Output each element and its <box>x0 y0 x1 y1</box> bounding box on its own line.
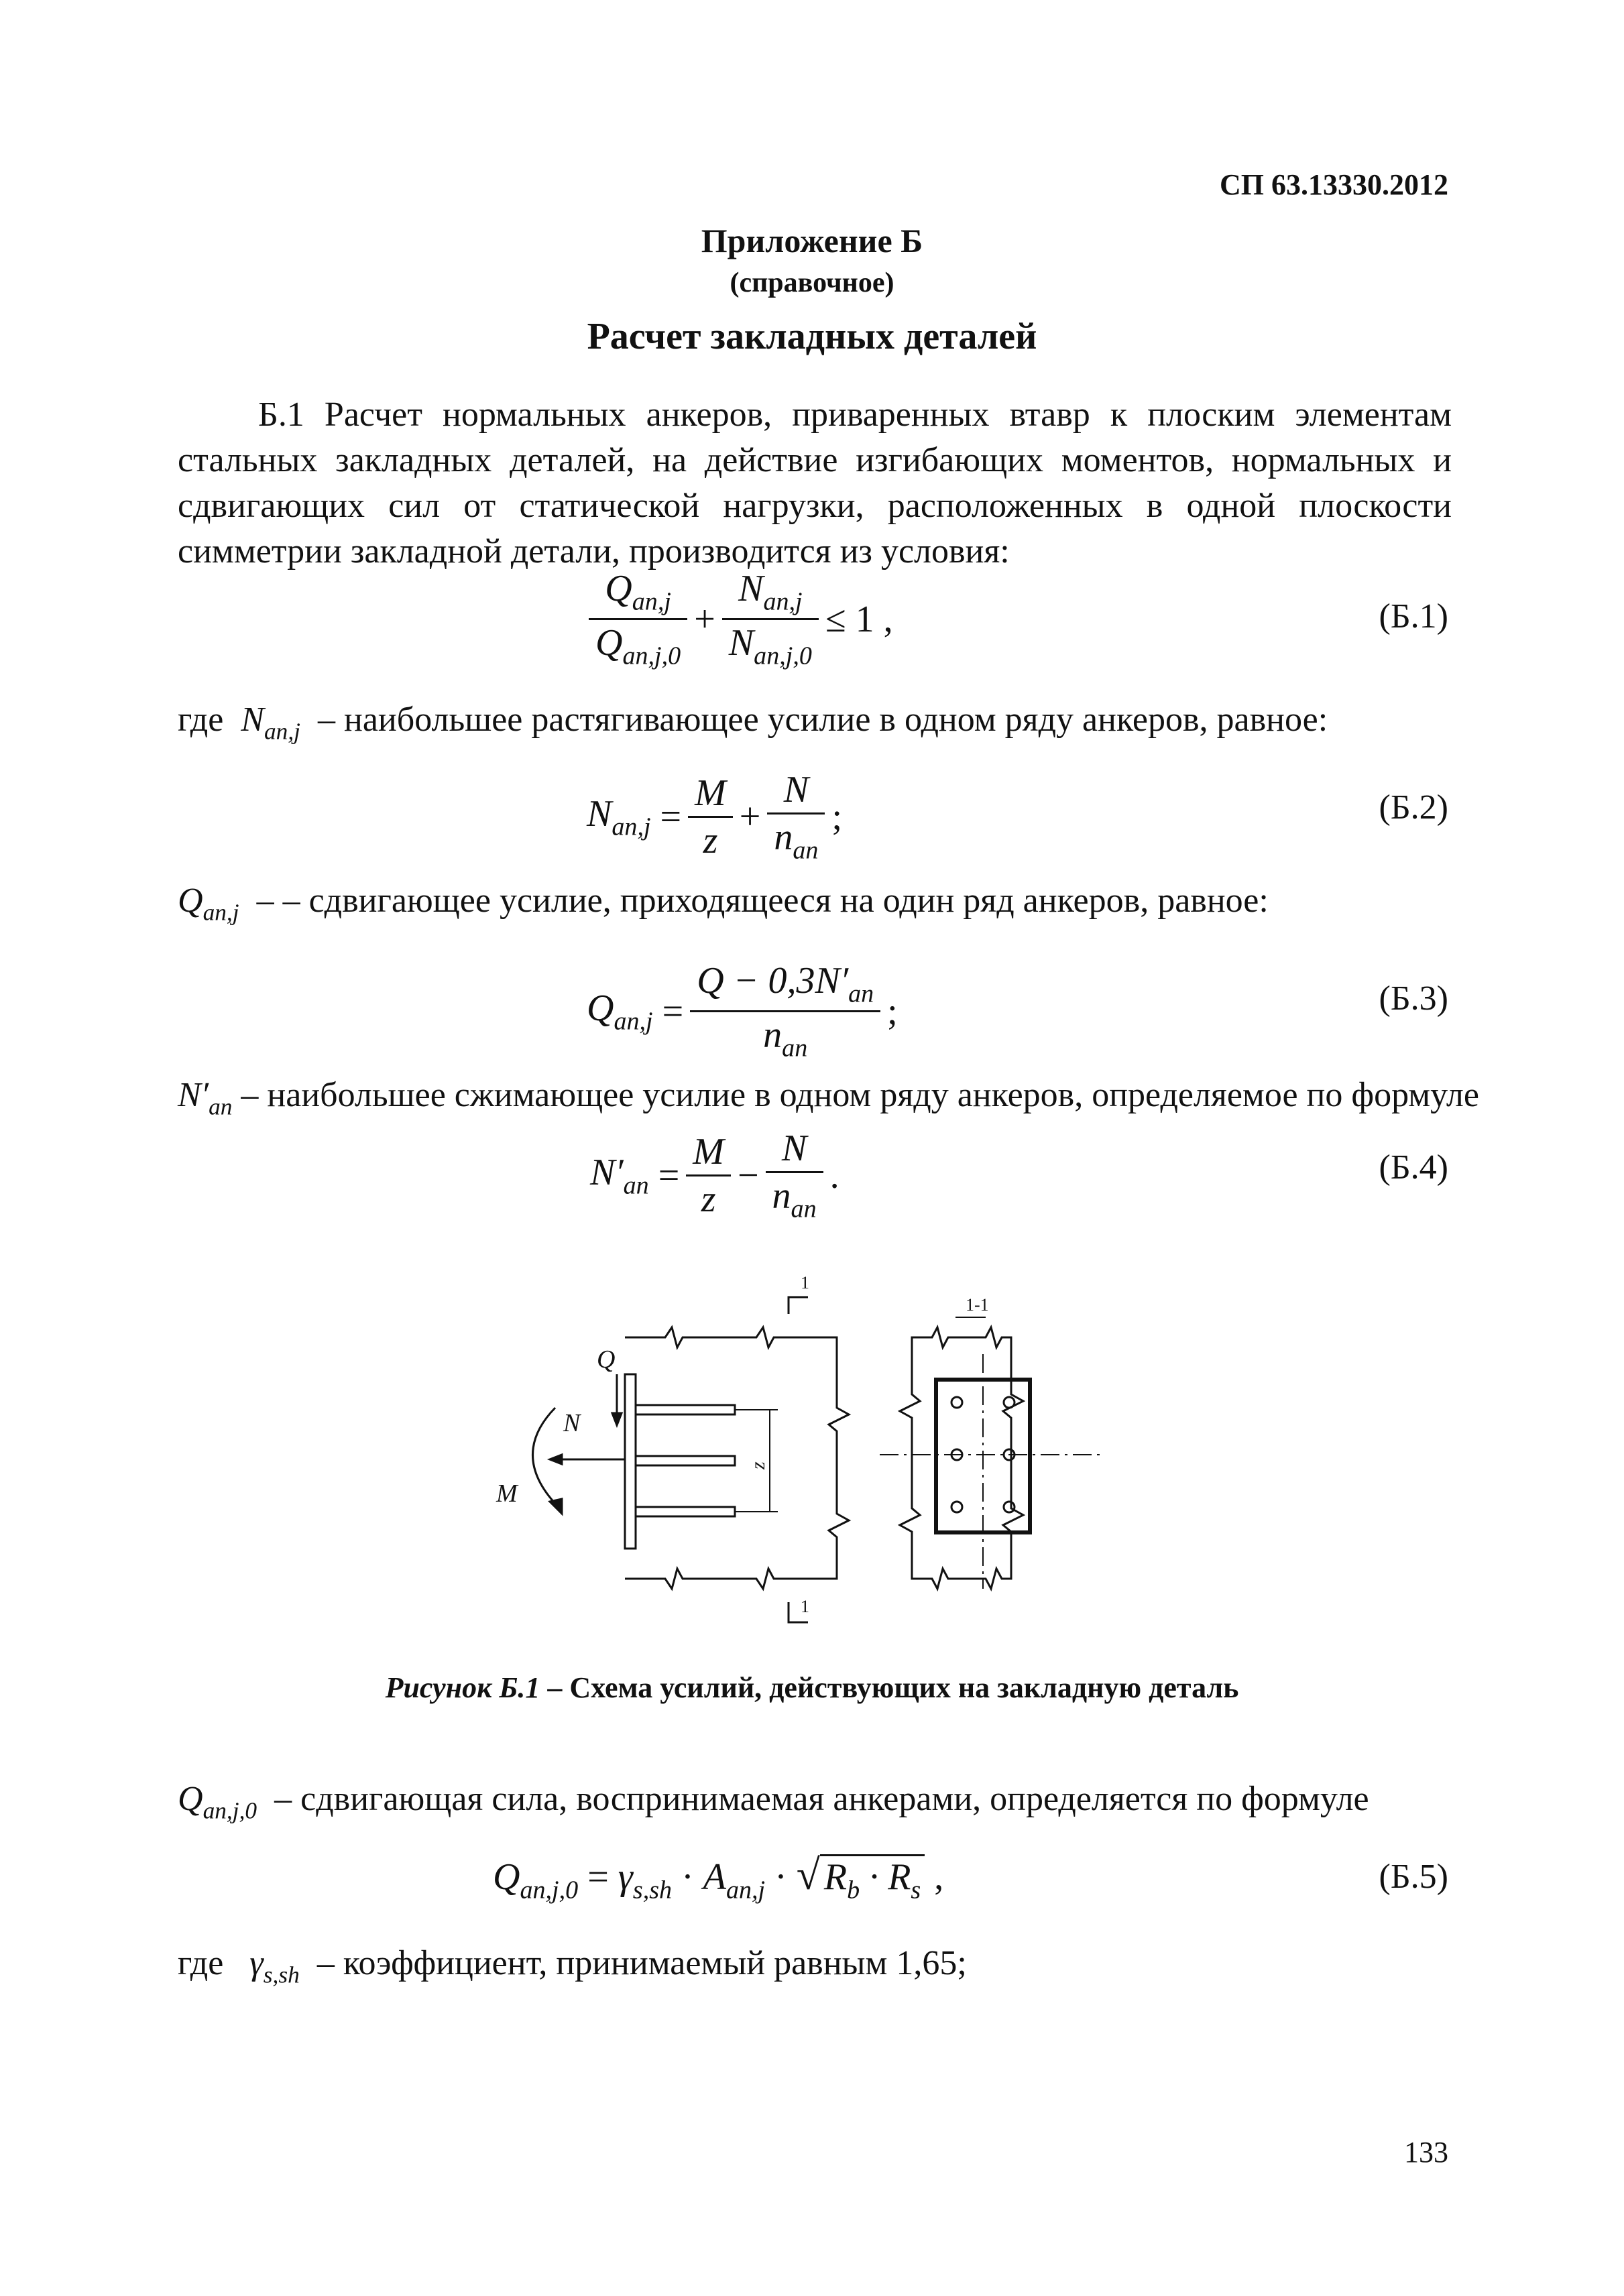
equation-number: (Б.4) <box>1379 1148 1448 1187</box>
figure-b1-diagram <box>469 1260 1140 1642</box>
q0-symbol: $Q_{an,j,0}$ <box>178 1780 257 1824</box>
normal-arrowhead <box>550 1455 562 1464</box>
n-prime-symbol: $N'_{an}$ <box>178 1076 233 1120</box>
n-prime-definition-text: – наибольшее сжимающее усилие в одном ряду анкеров, определяемое по формуле <box>241 1076 1479 1114</box>
intro-line: стальных закладных деталей, на действие изгибающих моментов, нормальных и <box>178 441 1452 479</box>
q-definition-text: – – сдвигающее усилие, приходящееся на один ряд анкеров, равное: <box>256 882 1269 920</box>
section-label: 1-1 <box>966 1295 989 1315</box>
n-prime-definition <box>178 1073 1479 1129</box>
anchor-hole <box>1004 1397 1014 1408</box>
intro-line: Б.1 Расчет нормальных анкеров, приваренных втавр к плоским элементам <box>258 396 1452 434</box>
appendix-subtitle: (справочное) <box>730 267 894 298</box>
force-arrows <box>532 1374 625 1514</box>
section-view <box>880 1317 1100 1589</box>
q0-definition-text: – сдвигающая сила, воспринимаемая анкерами, определяется по формуле <box>274 1780 1369 1818</box>
anchor-bar <box>636 1507 735 1516</box>
intro-line: симметрии закладной детали, производится из условия: <box>178 532 1010 570</box>
section-mark-top: 1 <box>801 1273 809 1292</box>
anchor-hole <box>951 1502 962 1512</box>
equation-b2: $N_{an,j}$ = $\frac{M}{z}$ + $\frac{N}{n_{an}}$ ; <box>587 769 843 865</box>
equation-number: (Б.2) <box>1379 788 1448 827</box>
figure-caption <box>0 1671 1624 1705</box>
label-z: z <box>747 1461 769 1469</box>
q-symbol: $Q_{an,j}$ <box>178 882 239 926</box>
figure-caption-prefix: Рисунок Б.1 <box>385 1671 540 1704</box>
equation-b3: $Q_{an,j}$ = $\frac{Q - 0,3N'_{an}}{n_{an}}$ ; <box>587 960 898 1063</box>
moment-arc <box>532 1408 557 1505</box>
where-word: где <box>178 1944 224 1982</box>
gamma-definition-text: – коэффициент, принимаемый равным 1,65; <box>316 1944 967 1982</box>
equation-number: (Б.5) <box>1379 1858 1448 1896</box>
intro-line: сдвигающих сил от статической нагрузки, расположенных в одной плоскости <box>178 487 1452 525</box>
embedded-plate <box>625 1374 636 1549</box>
figure-caption-text: – Схема усилий, действующих на закладную деталь <box>540 1671 1239 1704</box>
q-definition <box>178 878 1269 934</box>
n-definition-text: – наибольшее растягивающее усилие в одном ряду анкеров, равное: <box>318 701 1328 739</box>
gamma-symbol: $\gamma_{s,sh}$ <box>232 1944 300 1988</box>
equation-number: (Б.1) <box>1379 597 1448 636</box>
equation-number: (Б.3) <box>1379 979 1448 1018</box>
section-cut-mark-top <box>789 1297 808 1314</box>
n-symbol: $N_{an,j}$ <box>232 701 300 745</box>
appendix-heading: Расчет закладных деталей <box>587 316 1037 357</box>
label-m: M <box>496 1479 518 1508</box>
elevation-view <box>625 1297 849 1622</box>
label-q: Q <box>597 1345 616 1374</box>
concrete-outline <box>625 1327 849 1589</box>
q0-definition <box>178 1776 1369 1833</box>
equation-b1: $\frac{Q_{an,j}}{Q_{an,j,0}}$ + $\frac{N_{an,j}}{N_{an,j,0}}$ ≤ 1 , <box>582 570 893 669</box>
moment-arrowhead <box>550 1499 562 1514</box>
intro-paragraph <box>178 392 1452 575</box>
n-definition <box>178 697 1328 753</box>
equation-b5: $Q_{an,j,0} = \gamma_{s,sh} \cdot A_{an,j}$ · √ $R_b \cdot R_s$ , <box>493 1851 944 1905</box>
page-number: 133 <box>1404 2136 1448 2169</box>
where-word: где <box>178 701 224 739</box>
anchor-bar <box>636 1456 735 1465</box>
gamma-definition <box>178 1941 967 1997</box>
equation-b1-tail: ≤ 1 , <box>825 598 893 640</box>
anchor-hole <box>1004 1502 1014 1512</box>
document-code: СП 63.13330.2012 <box>1220 168 1448 201</box>
appendix-title: Приложение Б <box>701 222 923 259</box>
anchor-hole <box>951 1397 962 1408</box>
anchor-bar <box>636 1405 735 1414</box>
shear-arrowhead <box>612 1413 622 1425</box>
section-mark-bottom: 1 <box>801 1597 809 1616</box>
equation-b4: $N'_{an}$ = $\frac{M}{z}$ − $\frac{N}{n_{an}}$ . <box>590 1128 839 1223</box>
b3-numerator: Q − 0,3N′ <box>697 960 849 1002</box>
label-n: N <box>563 1409 581 1437</box>
